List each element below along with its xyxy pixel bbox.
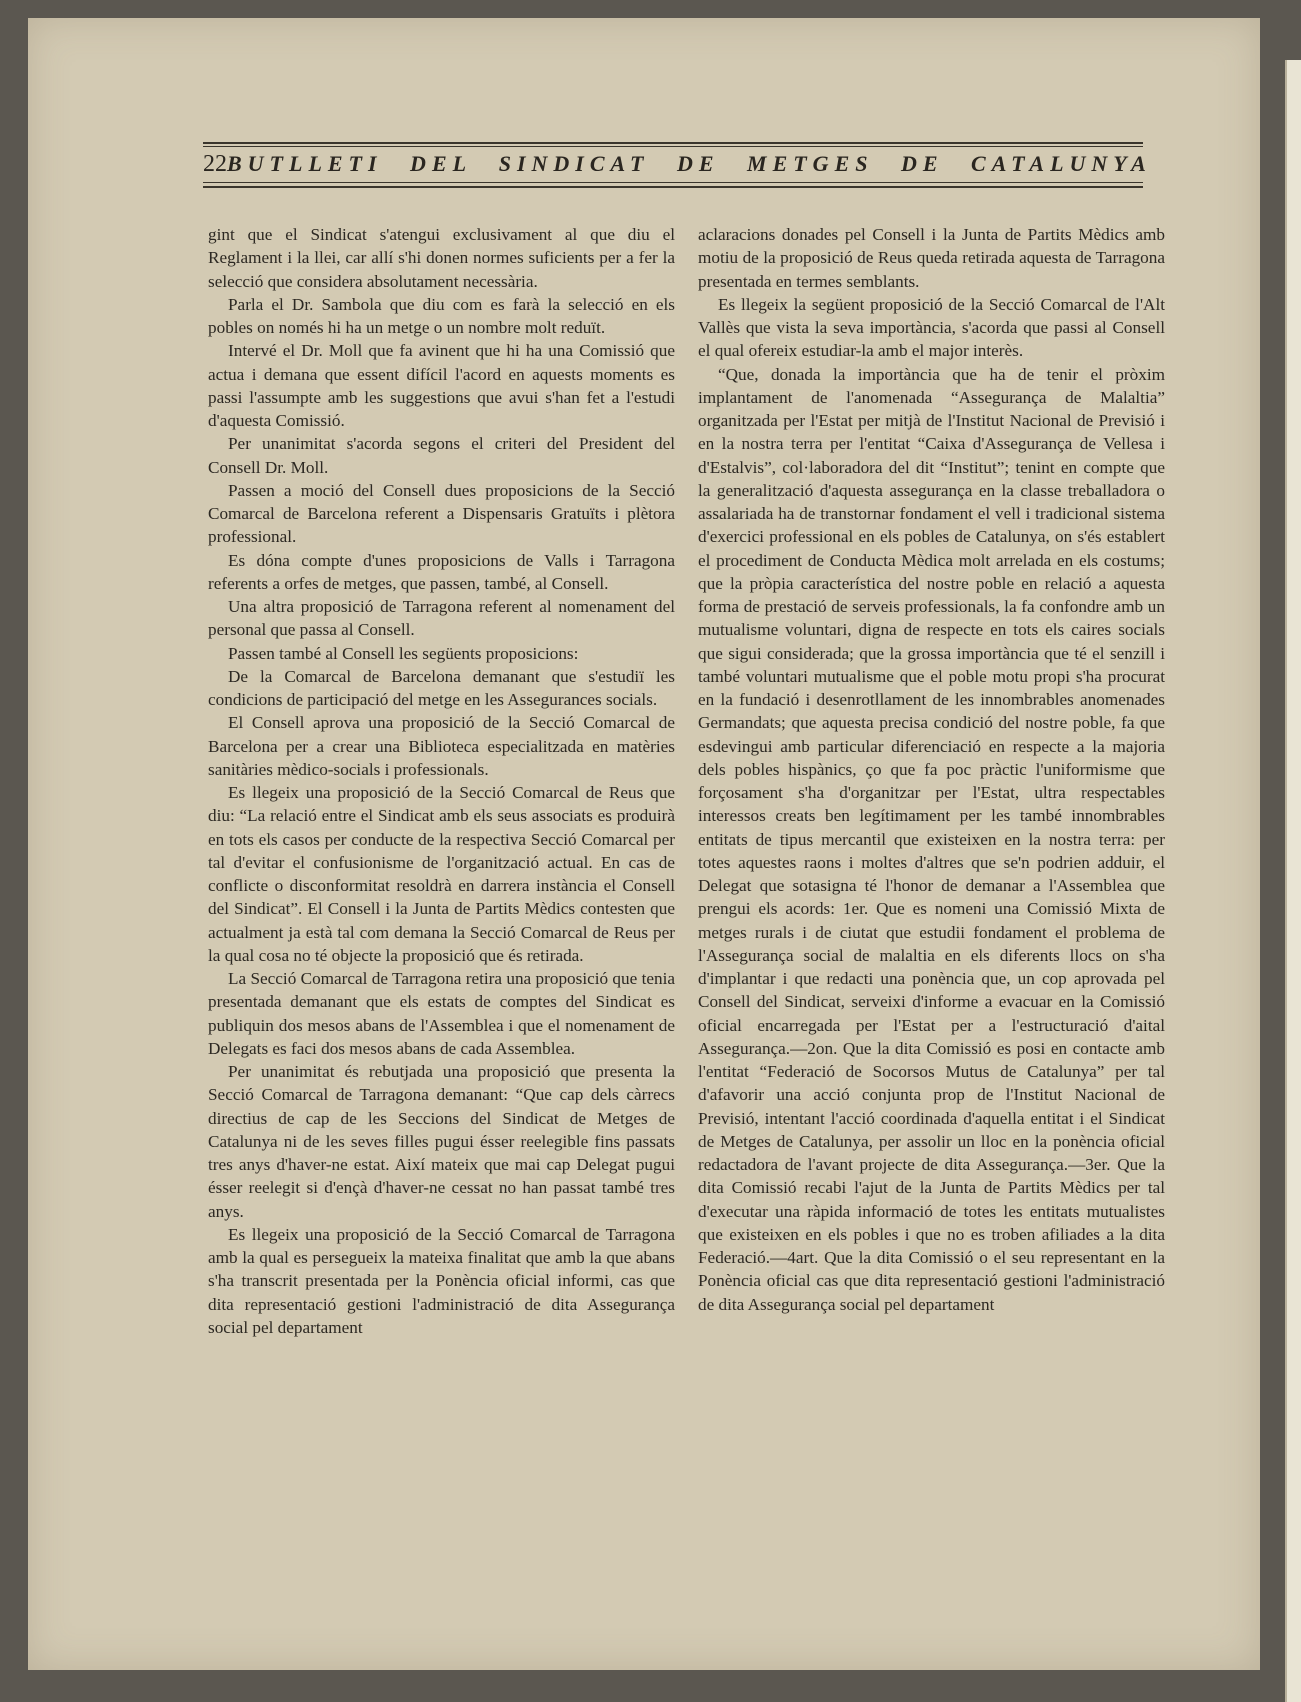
running-header [203, 142, 1152, 188]
header-row [203, 150, 1152, 178]
paragraph: Intervé el Dr. Moll que fa avinent que hi ha una Comissió que actua i demana que essent difícil l'acord en aquests moments es passi l'assumpte amb les suggestions que avui s'han fet a l'estudi d'aquesta Comissió. [208, 341, 675, 430]
paragraph: aclaracions donades pel Consell i la Junta de Partits Mèdics amb motiu de la proposició de Reus queda retirada aquesta de Tarragona presentada en termes semblants. [698, 225, 1165, 291]
paragraph: Parla el Dr. Sambola que diu com es farà la selecció en els pobles on només hi ha un metge o un nombre molt reduït. [208, 294, 675, 337]
paragraph: Es llegeix la següent proposició de la Secció Comarcal de l'Alt Vallès que vista la seva importància, s'acorda que passi al Consell el qual ofereix estudiar-la amb el major interès. [698, 294, 1165, 361]
paragraph: Es llegeix una proposició de la Secció Comarcal de Tarragona amb la qual es persegueix la mateixa finalitat que amb la que abans s'ha transcrit presentada per la Ponència oficial informi, cas que dita representació gestioni l'administració de dita Assegurança social pel departament [208, 1224, 675, 1337]
header-rule-bottom-thin [203, 182, 1143, 183]
running-title: BUTLLETI DEL SINDICAT DE METGES DE CATALUNYA [227, 151, 1152, 176]
paragraph: gint que el Sindicat s'atengui exclusivament al que diu el Reglament i la llei, car allí s'hi donen normes suficients per a fer la selecció que considera absolutament necessària. [208, 225, 675, 291]
next-page-edge [1285, 60, 1301, 1702]
header-rule-top-thin [203, 146, 1143, 147]
paragraph: De la Comarcal de Barcelona demanant que s'estudiï les condicions de participació del metge en les Assegurances socials. [208, 666, 675, 709]
paragraph: Una altra proposició de Tarragona referent al nomenament del personal que passa al Consell. [208, 597, 675, 640]
paragraph: Passen a moció del Consell dues proposicions de la Secció Comarcal de Barcelona referent a Dispensaris Gratuïts i plètora professional. [208, 480, 675, 547]
paragraph: Per unanimitat s'acorda segons el criteri del President del Consell Dr. Moll. [208, 434, 675, 477]
paragraph: El Consell aprova una proposició de la Secció Comarcal de Barcelona per a crear una Biblioteca especialitzada en matèries sanitàries mèdico-socials i professionals. [208, 713, 675, 779]
paragraph: Es dóna compte d'unes proposicions de Valls i Tarragona referents a orfes de metges, que passen, també, al Consell. [208, 550, 675, 593]
right-column [698, 223, 1165, 1316]
header-rule-bottom [203, 186, 1143, 188]
paragraph: “Que, donada la importància que ha de tenir el pròxim implantament de l'anomenada “Assegurança de Malaltia” organitzada per l'Estat per mitjà de l'Institut Nacional de Previsió i en la nostra terra per l'entitat “Caixa d'Assegurança de Vellesa i d'Estalvis”, col·laboradora del dit “Institut”; tenint en compte que la generalització d'aquesta assegurança en la classe treballadora o assalariada ha de transtornar fondament el vell i tradicional sistema d'exercici professional en els pobles de Catalunya, on s'és establert el procediment de Conducta Mèdica molt arrelada en els costums; que la pròpia característica del nostre poble en relació a aquesta forma de prestació de serveis professionals, la fa confondre amb un mutualisme voluntari, digna de respecte en tots els caires socials que sigui considerada; que la grossa importància que té el senzill i també voluntari mutualisme que el poble motu propi s'ha procurat en la fundació i desenrotllament de les innombrables anomenades Germandats; que aquesta precisa condició del nostre poble, fa que esdevingui amb particular diferenciació en respecte a la majoria dels pobles hispànics, ço que fa poc pràctic l'uniformisme que forçosament s'ha d'organitzar per l'Estat, ultra respectables interessos creats ben legítimament per les també innombrables entitats de tipus mercantil que existeixen en la nostra terra: per totes aquestes raons i moltes d'altres que se'n podrien adduir, el Delegat que sotasigna té l'honor de demanar a l'Assemblea que prengui els acords: 1er. Que es nomeni una Comissió Mixta de metges rurals i de ciutat que estudii fondament el problema de l'Assegurança social de malaltia en els diferents llocs on s'ha d'implantar i que redacti una ponència que, un cop aprovada pel Consell del Sindicat, serveixi d'informe a evacuar en la Comissió oficial encarregada per l'Estat per a l'estructuració d'aital Assegurança.—2on. Que la dita Comissió es posi en contacte amb l'entitat “Federació de Socorsos Mutus de Catalunya” per tal d'afavorir una acció conjunta prop de l'Institut Nacional de Previsió, intentant l'acció coordinada d'aquella entitat i el Sindicat de Metges de Catalunya, per assolir un lloc en la ponència oficial redactadora de l'avant projecte de dita Assegurança.—3er. Que la dita Comissió recabi l'ajut de la Junta de Partits Mèdics per tal d'executar una ràpida informació de totes les entitats mutualistes que existeixen en els pobles i que no es troben afiliades a la dita Federació.—4art. Que la dita Comissió o el seu representant en la Ponència oficial cas que dita representació gestioni l'administració de dita Assegurança social pel departament [698, 364, 1165, 1314]
paragraph: Es llegeix una proposició de la Secció Comarcal de Reus que diu: “La relació entre el Sindicat amb els seus associats es produirà en tots els casos per conducte de la respectiva Secció Comarcal per tal d'evitar el confusionisme de l'organització actual. En cas de conflicte o disconformitat resoldrà en darrera instància el Consell del Sindicat”. El Consell i la Junta de Partits Mèdics contesten que actualment ja està tal com demana la Secció Comarcal de Reus per la qual cosa no té objecte la proposició que és retirada. [208, 783, 675, 965]
page-number: 22 [203, 150, 227, 177]
paragraph: La Secció Comarcal de Tarragona retira una proposició que tenia presentada demanant que els estats de comptes del Sindicat es publiquin dos mesos abans de l'Assemblea i que el nomenament de Delegats es faci dos mesos abans de cada Assemblea. [208, 969, 675, 1058]
paragraph: Per unanimitat és rebutjada una proposició que presenta la Secció Comarcal de Tarragona demanant: “Que cap dels càrrecs directius de cap de les Seccions del Sindicat de Metges de Catalunya ni de les seves filles pugui ésser reelegible fins passats tres anys d'haver-ne estat. Així mateix que mai cap Delegat pugui ésser reelegit si d'ençà d'haver-ne cessat no han passat també tres anys. [208, 1062, 675, 1221]
left-column [208, 223, 675, 1339]
header-rule-top [203, 142, 1143, 144]
paragraph: Passen també al Consell les següents proposicions: [228, 643, 579, 663]
